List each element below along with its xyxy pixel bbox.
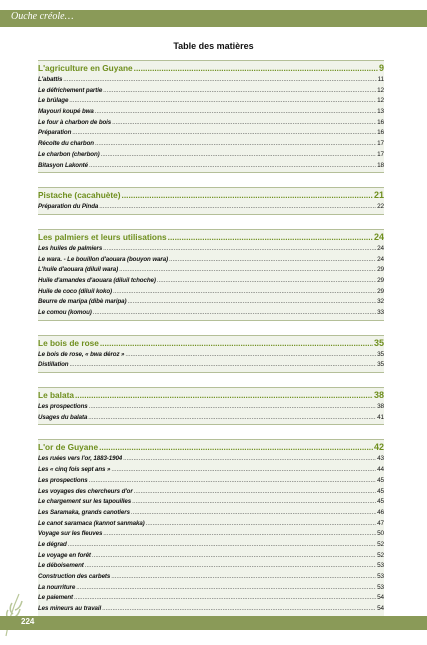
entry-page-number: 50 (377, 530, 384, 538)
dot-leader (69, 96, 376, 107)
entry-title: Mayouri koupé bwa (38, 108, 94, 116)
entry-title: Les prospections (38, 476, 88, 484)
section-heading[interactable] (38, 62, 384, 75)
dot-leader (157, 276, 376, 287)
toc-entry[interactable] (38, 604, 384, 615)
dot-leader (132, 497, 376, 508)
toc-entry[interactable] (38, 497, 384, 508)
entry-page-number: 22 (377, 203, 384, 211)
toc-entry[interactable] (38, 139, 384, 150)
footer-band (0, 616, 427, 630)
entry-page-number: 29 (377, 276, 384, 284)
dot-leader (99, 441, 373, 454)
toc-entry[interactable] (38, 413, 384, 424)
toc-section (38, 187, 384, 215)
dot-leader (89, 402, 376, 413)
entry-title: Le dégrad (38, 540, 67, 548)
toc-entry[interactable] (38, 529, 384, 540)
toc-entry[interactable] (38, 150, 384, 161)
toc-entry[interactable] (38, 465, 384, 476)
section-title: Les palmiers et leurs utilisations (38, 231, 167, 242)
dot-leader (111, 465, 376, 476)
section-heading[interactable] (38, 337, 384, 350)
toc-entry[interactable] (38, 287, 384, 298)
section-heading[interactable] (38, 441, 384, 454)
entry-page-number: 43 (377, 455, 384, 463)
entry-page-number: 18 (377, 161, 384, 169)
entry-title: L'abattis (38, 76, 63, 83)
dot-leader (119, 265, 376, 276)
entry-page-number: 52 (377, 540, 384, 548)
entry-page-number: 45 (377, 487, 384, 495)
toc-entry[interactable] (38, 96, 384, 107)
dot-leader (113, 287, 376, 298)
section-title: Le balata (38, 390, 74, 401)
dot-leader (103, 244, 376, 255)
entry-title: Beurre de maripa (dibè maripa) (38, 298, 127, 306)
entry-page-number: 12 (377, 86, 384, 94)
section-title: Pistache (cacahuète) (38, 190, 121, 201)
dot-leader (168, 231, 373, 244)
entry-page-number: 44 (377, 466, 384, 474)
entry-page-number: 52 (377, 551, 384, 559)
toc-entry[interactable] (38, 487, 384, 498)
entry-title: Distillation (38, 361, 69, 369)
table-of-contents (38, 60, 384, 621)
section-title: L'or de Guyane (38, 442, 99, 453)
entry-title: Bitasyon Lakonté (38, 161, 88, 169)
feather-leaf-icon (2, 590, 24, 638)
entry-page-number: 17 (377, 150, 384, 158)
dot-leader (68, 540, 376, 551)
toc-section (38, 387, 384, 425)
dot-leader (134, 487, 376, 498)
entry-page-number: 29 (377, 287, 384, 295)
toc-entry[interactable] (38, 265, 384, 276)
entry-page-number: 12 (377, 97, 384, 105)
section-page-number: 35 (373, 337, 384, 348)
dot-leader (102, 604, 376, 615)
toc-entry[interactable] (38, 202, 384, 213)
dot-leader (92, 551, 376, 562)
entry-title: L'huile d'aouara (diluil wara) (38, 266, 119, 274)
entry-title: La nourriture (38, 583, 76, 591)
section-page-number: 24 (373, 231, 384, 242)
entry-page-number: 35 (377, 350, 384, 358)
dot-leader (123, 454, 376, 465)
toc-entry[interactable] (38, 551, 384, 562)
entry-title: Huile de coco (diluil koko) (38, 287, 112, 295)
toc-entry[interactable] (38, 454, 384, 465)
entry-title: Les ruées vers l'or, 1883-1904 (38, 455, 123, 463)
dot-leader (100, 337, 373, 350)
entry-page-number: 53 (377, 573, 384, 580)
entry-page-number: 45 (377, 476, 384, 484)
dot-leader (95, 107, 376, 118)
entry-title: Le brûlage (38, 97, 69, 105)
toc-entry[interactable] (38, 583, 384, 594)
section-heading-box (38, 439, 384, 616)
dot-leader (69, 360, 376, 371)
section-heading-box (38, 387, 384, 425)
entry-page-number: 13 (377, 108, 384, 116)
section-gap (38, 177, 384, 187)
entry-page-number: 45 (377, 498, 384, 506)
dot-leader (112, 118, 376, 129)
toc-section (38, 439, 384, 616)
section-heading-box (38, 335, 384, 373)
entry-title: Le canot saramaca (kannot sanmaka) (38, 519, 145, 527)
entry-title: Le paiement (38, 594, 74, 602)
toc-entry[interactable] (38, 540, 384, 551)
dot-leader (122, 189, 373, 202)
entry-page-number: 38 (377, 403, 384, 411)
toc-section (38, 335, 384, 373)
entry-page-number: 32 (377, 298, 384, 306)
entry-title: Le four à charbon de bois (38, 118, 112, 126)
toc-entry[interactable] (38, 118, 384, 129)
dot-leader (111, 572, 376, 583)
section-heading-box (38, 187, 384, 215)
entry-title: Les prospections (38, 403, 88, 411)
entry-title: Le déboisement (38, 562, 84, 570)
entry-title: Les « cinq fois sept ans » (38, 466, 111, 474)
section-page-number: 21 (373, 190, 384, 201)
toc-entry[interactable] (38, 360, 384, 371)
section-title: L'agriculture en Guyane (38, 63, 133, 73)
entry-page-number: 53 (377, 583, 384, 591)
toc-entry[interactable] (38, 519, 384, 530)
dot-leader (125, 350, 376, 361)
entry-title: Huile d'amandes d'aouara (diluil tchoche) (38, 276, 156, 284)
entry-title: Construction des carbets (38, 573, 111, 580)
entry-title: Le bois de rose, « bwa déroz » (38, 350, 125, 358)
toc-entry[interactable] (38, 161, 384, 172)
dot-leader (169, 255, 376, 266)
toc-entry[interactable] (38, 107, 384, 118)
section-gap (38, 219, 384, 229)
toc-entry[interactable] (38, 297, 384, 308)
dot-leader (101, 150, 376, 161)
toc-entry[interactable] (38, 86, 384, 97)
dot-leader (85, 561, 376, 572)
dot-leader (131, 508, 376, 519)
dot-leader (103, 86, 376, 97)
section-title: Le bois de rose (38, 337, 99, 348)
entry-title: Le chargement sur les tapouilles (38, 498, 132, 506)
toc-entry[interactable] (38, 350, 384, 361)
dot-leader (89, 161, 376, 172)
section-heading-box (38, 60, 384, 173)
dot-leader (127, 297, 376, 308)
entry-page-number: 46 (377, 508, 384, 516)
toc-entry[interactable] (38, 476, 384, 487)
entry-page-number: 29 (377, 266, 384, 274)
section-heading-box (38, 229, 384, 321)
entry-title: Préparation du Pinda (38, 203, 99, 211)
dot-leader (74, 593, 376, 604)
section-gap (38, 429, 384, 439)
section-page-number: 42 (373, 442, 384, 453)
section-gap (38, 377, 384, 387)
section-heading[interactable] (38, 189, 384, 202)
toc-section (38, 229, 384, 321)
running-title: Ouche créole… (11, 11, 74, 22)
entry-title: Récolte du charbon (38, 140, 94, 148)
dot-leader (63, 75, 376, 86)
entry-page-number: 16 (377, 118, 384, 126)
entry-page-number: 54 (377, 605, 384, 613)
section-heading[interactable] (38, 231, 384, 244)
entry-page-number: 47 (377, 519, 384, 527)
toc-entry[interactable] (38, 572, 384, 583)
entry-page-number: 24 (377, 244, 384, 252)
toc-entry[interactable] (38, 244, 384, 255)
dot-leader (88, 413, 376, 424)
entry-page-number: 11 (377, 76, 384, 83)
entry-page-number: 17 (377, 140, 384, 148)
entry-title: Les huiles de palmiers (38, 244, 103, 252)
page-number: 224 (21, 617, 35, 626)
entry-title: Voyage sur les fleuves (38, 530, 103, 538)
entry-title: Les voyages des chercheurs d'or (38, 487, 133, 495)
page-title: Table des matières (173, 41, 254, 51)
entry-page-number: 33 (377, 309, 384, 316)
dot-leader (95, 139, 376, 150)
toc-entry[interactable] (38, 561, 384, 572)
entry-title: Le wara. - Le bouillon d'aouara (bouyon wara) (38, 255, 169, 263)
entry-page-number: 35 (377, 361, 384, 369)
section-page-number: 38 (373, 390, 384, 401)
toc-section (38, 60, 384, 173)
entry-page-number: 54 (377, 594, 384, 602)
dot-leader (75, 389, 373, 402)
entry-title: Les Saramaka, grands canotiers (38, 508, 130, 516)
entry-title: Le défrichement partie (38, 86, 103, 94)
entry-title: Préparation (38, 129, 72, 137)
toc-entry[interactable] (38, 276, 384, 287)
toc-entry[interactable] (38, 128, 384, 139)
entry-title: Le comou (komou) (38, 309, 92, 316)
entry-title: Les mineurs au travail (38, 605, 102, 613)
section-gap (38, 325, 384, 335)
entry-title: Le charbon (cherbon) (38, 150, 100, 158)
dot-leader (76, 583, 376, 594)
dot-leader (103, 529, 376, 540)
entry-page-number: 16 (377, 129, 384, 137)
toc-entry[interactable] (38, 593, 384, 604)
toc-entry[interactable] (38, 508, 384, 519)
toc-entry[interactable] (38, 255, 384, 266)
toc-entry[interactable] (38, 402, 384, 413)
dot-leader (146, 519, 376, 530)
dot-leader (72, 128, 376, 139)
dot-leader (89, 476, 376, 487)
dot-leader (134, 62, 378, 75)
entry-page-number: 53 (377, 562, 384, 570)
entry-page-number: 41 (377, 413, 384, 421)
toc-entry[interactable] (38, 75, 384, 86)
toc-entry[interactable] (38, 308, 384, 319)
dot-leader (99, 202, 376, 213)
entry-page-number: 24 (377, 255, 384, 263)
dot-leader (93, 308, 376, 319)
entry-title: Usages du balata (38, 413, 88, 421)
section-page-number: 9 (378, 63, 384, 73)
entry-title: Le voyage en forêt (38, 551, 91, 559)
section-heading[interactable] (38, 389, 384, 402)
